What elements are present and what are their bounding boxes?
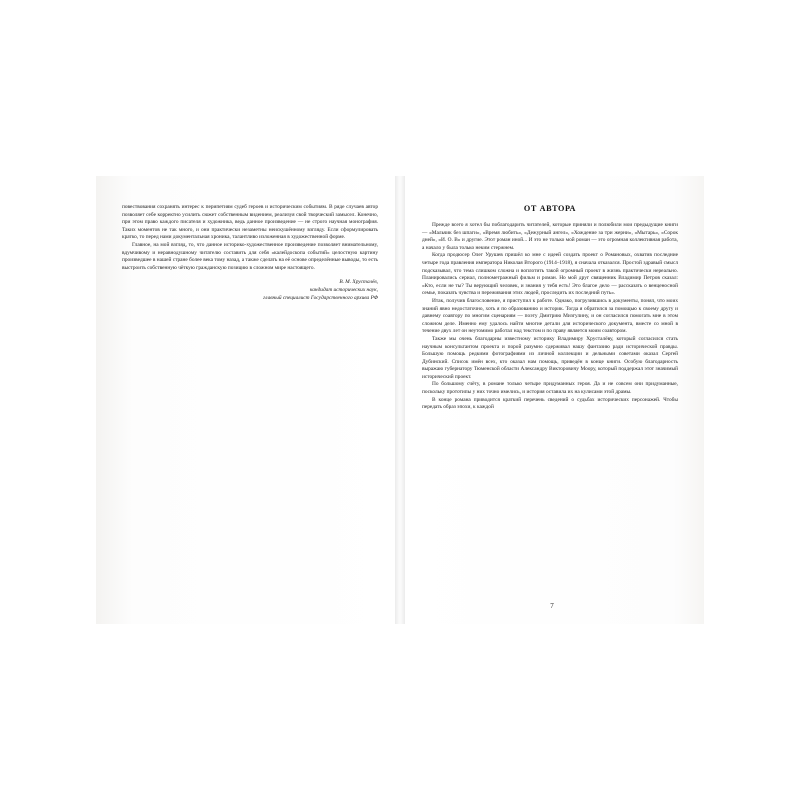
left-paragraph-2: Главное, на мой взгляд, то, что данное историко-художественное произведение позволяет внимательному, вдумчивому и неравнодушному читателю составить для себя «калейдоскопа событий» целостную картину произведшее в нашей стране более века тому назад, а также сделать на её основе определённые выводы, то есть выстроить собственную чёткую гражданскую позицию в сложном мире настоящего.	[122, 241, 378, 271]
right-page	[400, 176, 704, 624]
author-signature	[122, 279, 378, 302]
left-paragraph-1: повествования сохранять интерес к перипетиям судеб героев и историческим событиям. В ряде случаев автор позволяет себе корректно усилить сюжет собственным видением, реализуя свой творческий замысел. Конечно, при этом право каждого писателя и художника, ведь данное произведение — не строго научная монография. Таких моментов не так много, и они практически незаметны неискушённому взгляду. Если сформулировать кратко, то перед нами документальная хроника, талантливо изложенная в художественной форме.	[122, 204, 378, 241]
signature-line-1: В. М. Хрусталёв,	[339, 279, 378, 286]
signature-line-2: кандидат исторических наук,	[309, 286, 378, 293]
left-page	[96, 176, 400, 624]
right-paragraph-1: Прежде всего я хотел бы поблагодарить читателей, которые приняли и полюбили мои предыдущие книги — «Мальчик без шпаги», «Время любить», «Дежурный ангел», «Хождение за три жерни», «Мытарь», «Сорок дней», «И. О. В» и другие. Этот роман иной... И это не только мой роман — это огромная коллективная работа, а начало у была только неким стержнем.	[422, 222, 678, 251]
right-paragraph-3: Итак, получив благословение, я приступил к работе. Однако, погрузившись в документы, понял, что моих знаний явно недостаточно, хоть я по образованию и историк. Тогда я обратился за помощью к своему другу и давнему соавтору по многим сценариям — поэту Дмитрию Мизгулину, и он согласился помогать мне в этом сложном деле. Именно ему удалось найти многие детали для исторического документа, вместе со мной в течение двух лет он неутомимо работал над текстом и по праву является моим соавтором.	[422, 297, 678, 335]
right-paragraph-4: Также мы очень благодарны известному историку Владимиру Хрусталёву, который согласился стать научным консультантом проекта и порой разумно сдерживал нашу фантазию ради исторической правды. Большую помощь редкими фотографиями из личной коллекции и дельными советами оказал Сергей Дубинский. Список имён всех, кто оказал нам помощь, приведён в конце книги. Особую благодарность выражаю губернатору Тюменской области Александру Викторовичу Моору, который поддержал этот значимый исторический проект.	[422, 335, 678, 380]
open-book	[96, 176, 704, 624]
right-paragraph-2: Когда продюсер Олег Урушев пришёл ко мне с идеей создать проект о Романовых, охватив последние четыре года правления императора Николая Второго (1914–1918), я сначала отказался. Простой здравый смысл подсказывал, что тема слишком сложна и воплотить такой огромный проект в жизнь практически нереально. Планировались сериал, полнометражный фильм и роман. Но мой друг священник Владимир Петров сказал: «Кто, если не ты? Ты верующий человек, и знания у тебя есть! Это благое дело — рассказать о венценосной семье, показать чувства и переживания этих людей, проследить их последний путь».	[422, 252, 678, 297]
page-title: ОТ АВТОРА	[523, 204, 577, 213]
right-paragraph-6: В конце романа приводится краткий перечень сведений о судьбах исторических персонажей. Чтобы передать образ эпохи, к каждой	[422, 396, 678, 411]
signature-line-3: главный специалист Государственного архива РФ	[263, 294, 378, 301]
page-number: 7	[550, 602, 554, 610]
right-paragraph-5: По большому счёту, в романе только четыре придуманных героя. Да и не совсем они придуманные, поскольку прототипы у них точно имелись, и история оставила их на кулисами этой драмы.	[422, 381, 678, 396]
